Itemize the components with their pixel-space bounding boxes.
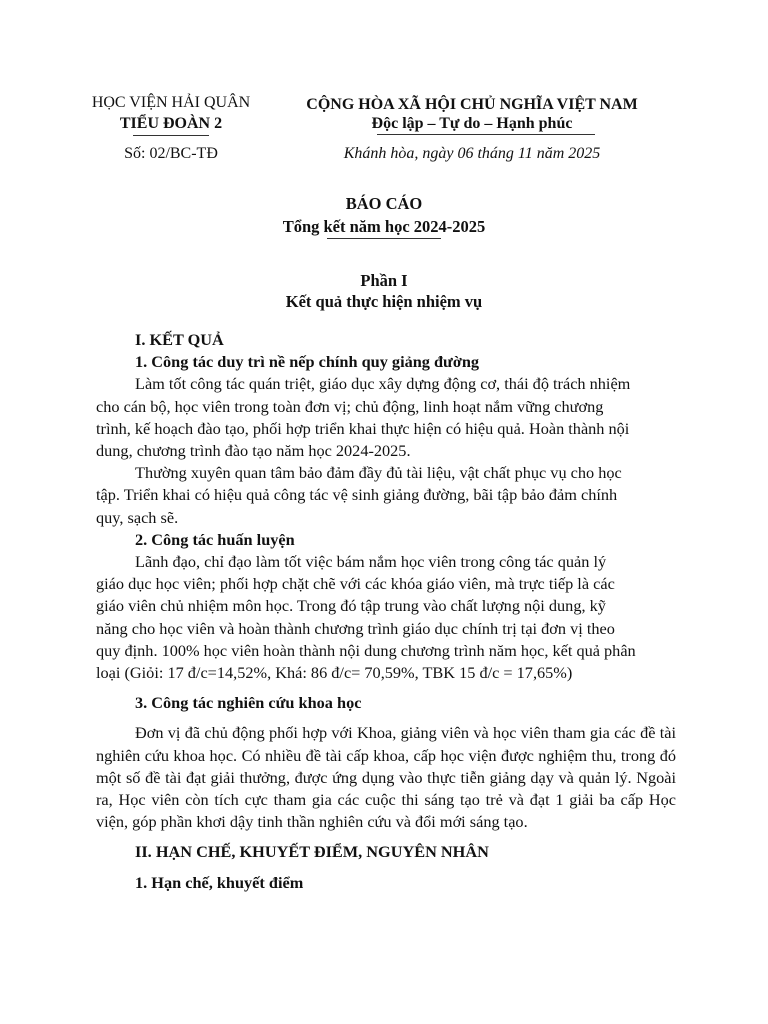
subsection-heading: 1. Hạn chế, khuyết điểm <box>135 872 304 892</box>
nation-title: CỘNG HÒA XÃ HỘI CHỦ NGHĨA VIỆT NAM <box>306 96 638 113</box>
doc-type: BÁO CÁO <box>345 194 423 213</box>
paragraph-line: giáo dục học viên; phối hợp chặt chẽ với các khóa giáo viên, mà trực tiếp là các <box>96 574 615 594</box>
paragraph <box>96 373 676 462</box>
paragraph-line: cho cán bộ, học viên trong toàn đơn vị; chủ động, linh hoạt nắm vững chương <box>96 396 604 416</box>
paragraph-line: Làm tốt công tác quán triệt, giáo dục xây dựng động cơ, thái độ trách nhiệm <box>135 374 631 394</box>
paragraph-line: tập. Triển khai có hiệu quả công tác vệ sinh giảng đường, bãi tập bảo đảm chính <box>96 485 618 505</box>
section-heading: II. HẠN CHẾ, KHUYẾT ĐIỂM, NGUYÊN NHÂN <box>135 842 489 862</box>
paragraph-line: năng cho học viên và hoàn thành chương trình giáo dục chính trị tại đơn vị theo <box>96 618 615 638</box>
paragraph-line: loại (Giỏi: 17 đ/c=14,52%, Khá: 86 đ/c= 70,59%, TBK 15 đ/c = 17,65%) <box>96 663 573 683</box>
subject-underline <box>327 238 441 239</box>
paragraph <box>96 462 676 529</box>
report-body <box>96 329 676 894</box>
motto-underline <box>377 134 595 135</box>
paragraph-line: Thường xuyên quan tâm bảo đảm đầy đủ tài liệu, vật chất phục vụ cho học <box>135 463 622 483</box>
paragraph-line: giáo viên chủ nhiệm môn học. Trong đó tập trung vào chất lượng nội dung, kỹ <box>96 596 606 616</box>
motto: Độc lập – Tự do – Hạnh phúc <box>371 115 573 132</box>
part-label: Phần I <box>360 271 408 290</box>
org-unit: TIỂU ĐOÀN 2 <box>119 115 223 132</box>
paragraph-line: dung, chương trình đào tạo năm học 2024-2025. <box>96 441 411 461</box>
place-date: Khánh hòa, ngày 06 tháng 11 năm 2025 <box>343 145 601 162</box>
doc-number: Số: 02/BC-TĐ <box>124 145 218 162</box>
paragraph-line: trình, kế hoạch đào tạo, phối hợp triển khai thực hiện có hiệu quả. Hoàn thành nội <box>96 418 630 438</box>
paragraph-line: quy, sạch sẽ. <box>96 507 179 527</box>
org-parent: HỌC VIỆN HẢI QUÂN <box>91 94 251 111</box>
org-unit-underline <box>133 135 209 136</box>
part-name: Kết quả thực hiện nhiệm vụ <box>285 292 483 311</box>
paragraph-line: Lãnh đạo, chỉ đạo làm tốt việc bám nắm học viên trong công tác quản lý <box>135 552 607 572</box>
subsection-heading: 2. Công tác huấn luyện <box>135 529 295 549</box>
paragraph: Đơn vị đã chủ động phối hợp với Khoa, giảng viên và học viên tham gia các đề tài nghiên cứu khoa học. Có nhiều đề tài cấp khoa, cấp học viện được nghiệm thu, trong đó một số đề tài đạt giải thưởng, được ứng dụng vào thực tiễn giảng dạy và quản lý. Ngoài ra, Học viên còn tích cực tham gia các cuộc thi sáng tạo trẻ và đạt 1 giải ba cấp Học viện, góp phần khơi dậy tinh thần nghiên cứu và đổi mới sáng tạo. <box>96 723 676 832</box>
doc-subject: Tổng kết năm học 2024-2025 <box>282 217 486 236</box>
paragraph-line: quy định. 100% học viên hoàn thành nội dung chương trình năm học, kết quả phân <box>96 640 636 660</box>
subsection-heading: 3. Công tác nghiên cứu khoa học <box>135 693 362 713</box>
subsection-heading: 1. Công tác duy trì nề nếp chính quy giảng đường <box>135 352 480 372</box>
section-heading: I. KẾT QUẢ <box>135 330 224 349</box>
paragraph <box>96 551 676 684</box>
